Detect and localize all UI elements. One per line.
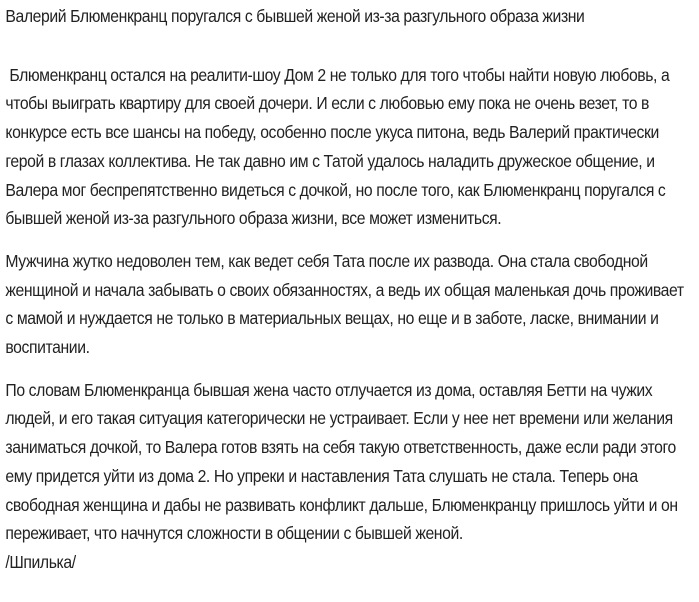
article-paragraph-3: По словам Блюменкранца бывшая жена часто отлучается из дома, оставляя Бетти на чужих людей, и его такая ситуация категорически не устраивает. Если у нее нет времени или желания заниматься дочкой, то Валера готов взять на себя такую ответственность, даже если ради этого ему придется уйти из дома 2. Но упреки и наставления Тата слушать не стала. Теперь она свободная женщина и дабы не развивать конфликт дальше, Блюменкранцу пришлось уйти и он переживает, что начнутся сложности в общении с бывшей женой. bbox=[5, 379, 678, 544]
spacer bbox=[5, 362, 689, 376]
article-title: Валерий Блюменкранц поругался с бывшей женой из-за разгульного образа жизни bbox=[5, 6, 585, 26]
article-paragraph-2: Мужчина жутко недоволен тем, как ведет себя Тата после их развода. Она стала свободной женщиной и начала забывать о своих обязанностях, а ведь их общая маленькая дочь проживает с мамой и нуждается не только в материальных вещах, но еще и в заботе, ласке, внимании и воспитании. bbox=[5, 250, 684, 358]
spacer bbox=[5, 31, 689, 61]
spacer bbox=[5, 233, 689, 247]
article-paragraph-1: Блюменкранц остался на реалити-шоу Дом 2 не только для того чтобы найти новую любовь, а чтобы выиграть квартиру для своей дочери. И если с любовью ему пока не очень везет, то в конкурсе есть все шансы на победу, особенно после укуса питона, ведь Валерий практически герой в глазах коллектива. Не так давно им с Татой удалось наладить дружеское общение, и Валера мог беспрепятственно видеться с дочкой, но после того, как Блюменкранц поругался с бывшей женой из-за разгульного образа жизни, все может измениться. bbox=[5, 64, 674, 229]
article-source: /Шпилька/ bbox=[5, 551, 76, 572]
